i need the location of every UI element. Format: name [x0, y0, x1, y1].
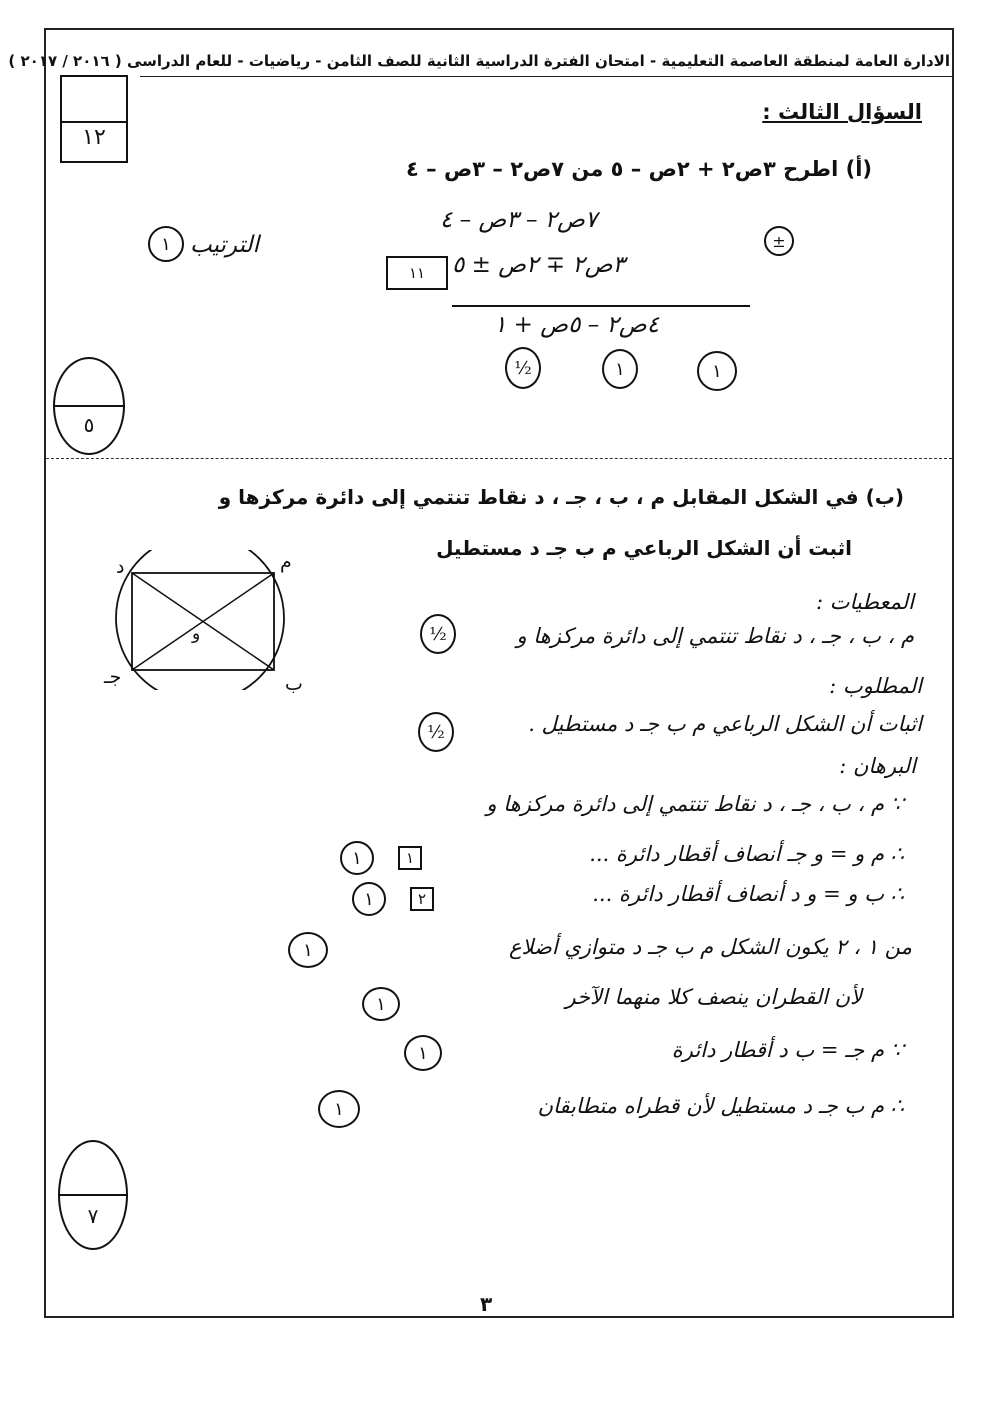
exam-header: الادارة العامة لمنطقة العاصمة التعليمية - امتحان الفترة الدراسية الثانية للصف الثامن - رياضيات - للعام الدراسى ( ٢٠١٦ / ٢٠١٧ ) [8, 52, 950, 70]
part-a-score: ٥ [83, 413, 95, 437]
proof-step: ∵ م جـ = ب د أقطار دائرة [671, 1038, 904, 1062]
step-mark: ١ [352, 882, 386, 916]
proof-step: من ١ ، ٢ يكون الشكل م ب جـ د متوازي أضلاع [508, 935, 912, 959]
given-mark: ½ [420, 614, 456, 654]
order-mark: ١ [148, 226, 184, 262]
mark-half: ½ [505, 347, 541, 389]
label-j: جـ [104, 666, 122, 688]
proof-step: ∴ م و = و جـ أنصاف أقطار دائرة ... [589, 842, 904, 866]
required-text: اثبات أن الشكل الرباعي م ب جـ د مستطيل . [528, 712, 922, 736]
step-ref-box: ١ [398, 846, 422, 870]
proof-step: لأن القطران ينصف كلا منهما الآخر [565, 985, 862, 1009]
half-box: ١١ [386, 256, 448, 290]
proof-step: ∴ م ب جـ د مستطيل لأن قطراه متطابقان [537, 1094, 904, 1118]
part-a-prompt: (أ) اطرح ٣ص٢ + ٢ص – ٥ من ٧ص٢ – ٣ص – ٤ [406, 157, 872, 181]
work-line-1: ٧ص٢ – ٣ص – ٤ [440, 207, 598, 233]
part-b-score: ٧ [87, 1204, 99, 1228]
subtraction-line [452, 305, 750, 307]
total-score-box [60, 75, 128, 163]
total-score: ١٢ [82, 125, 106, 150]
label-b: ب [285, 673, 303, 695]
given-title: المعطيات : [816, 590, 914, 614]
step-ref-box: ٢ [410, 887, 434, 911]
step-mark: ١ [288, 932, 328, 968]
part-a-score-oval [53, 357, 125, 455]
header-rule [140, 76, 952, 77]
proof-step: ∵ م ، ب ، جـ ، د نقاط تنتمي إلى دائرة مركزها و [486, 792, 904, 816]
sign-note: ± [764, 226, 794, 256]
question-title: السؤال الثالث : [762, 100, 922, 124]
step-mark: ١ [340, 841, 374, 875]
work-line-2: ٣ص٢ ∓ ٢ص ± ٥ [452, 252, 625, 278]
section-divider [46, 458, 952, 459]
proof-step: ∴ ب و = و د أنصاف أقطار دائرة ... [592, 882, 904, 906]
part-b-prompt: (ب) في الشكل المقابل م ، ب ، جـ ، د نقاط تنتمي إلى دائرة مركزها و [218, 485, 904, 509]
mark-one-a: ١ [602, 349, 638, 389]
given-text: م ، ب ، جـ ، د نقاط تنتمي إلى دائرة مركزها و [516, 624, 914, 648]
part-b-score-oval [58, 1140, 128, 1250]
step-mark: ١ [362, 987, 400, 1021]
part-b-prove: اثبت أن الشكل الرباعي م ب جـ د مستطيل [436, 536, 852, 560]
proof-title: البرهان : [839, 754, 916, 778]
label-w: و [192, 624, 201, 644]
step-mark: ١ [318, 1090, 360, 1128]
step-mark: ١ [404, 1035, 442, 1071]
mark-one-b: ١ [697, 351, 737, 391]
order-label: الترتيب [190, 232, 259, 258]
label-m: م [280, 551, 292, 573]
required-mark: ½ [418, 712, 454, 752]
required-title: المطلوب : [829, 674, 922, 698]
label-d: د [116, 556, 125, 578]
page-number: ٣ [480, 1292, 493, 1316]
work-result: ٤ص٢ – ٥ص + ١ [494, 312, 660, 338]
